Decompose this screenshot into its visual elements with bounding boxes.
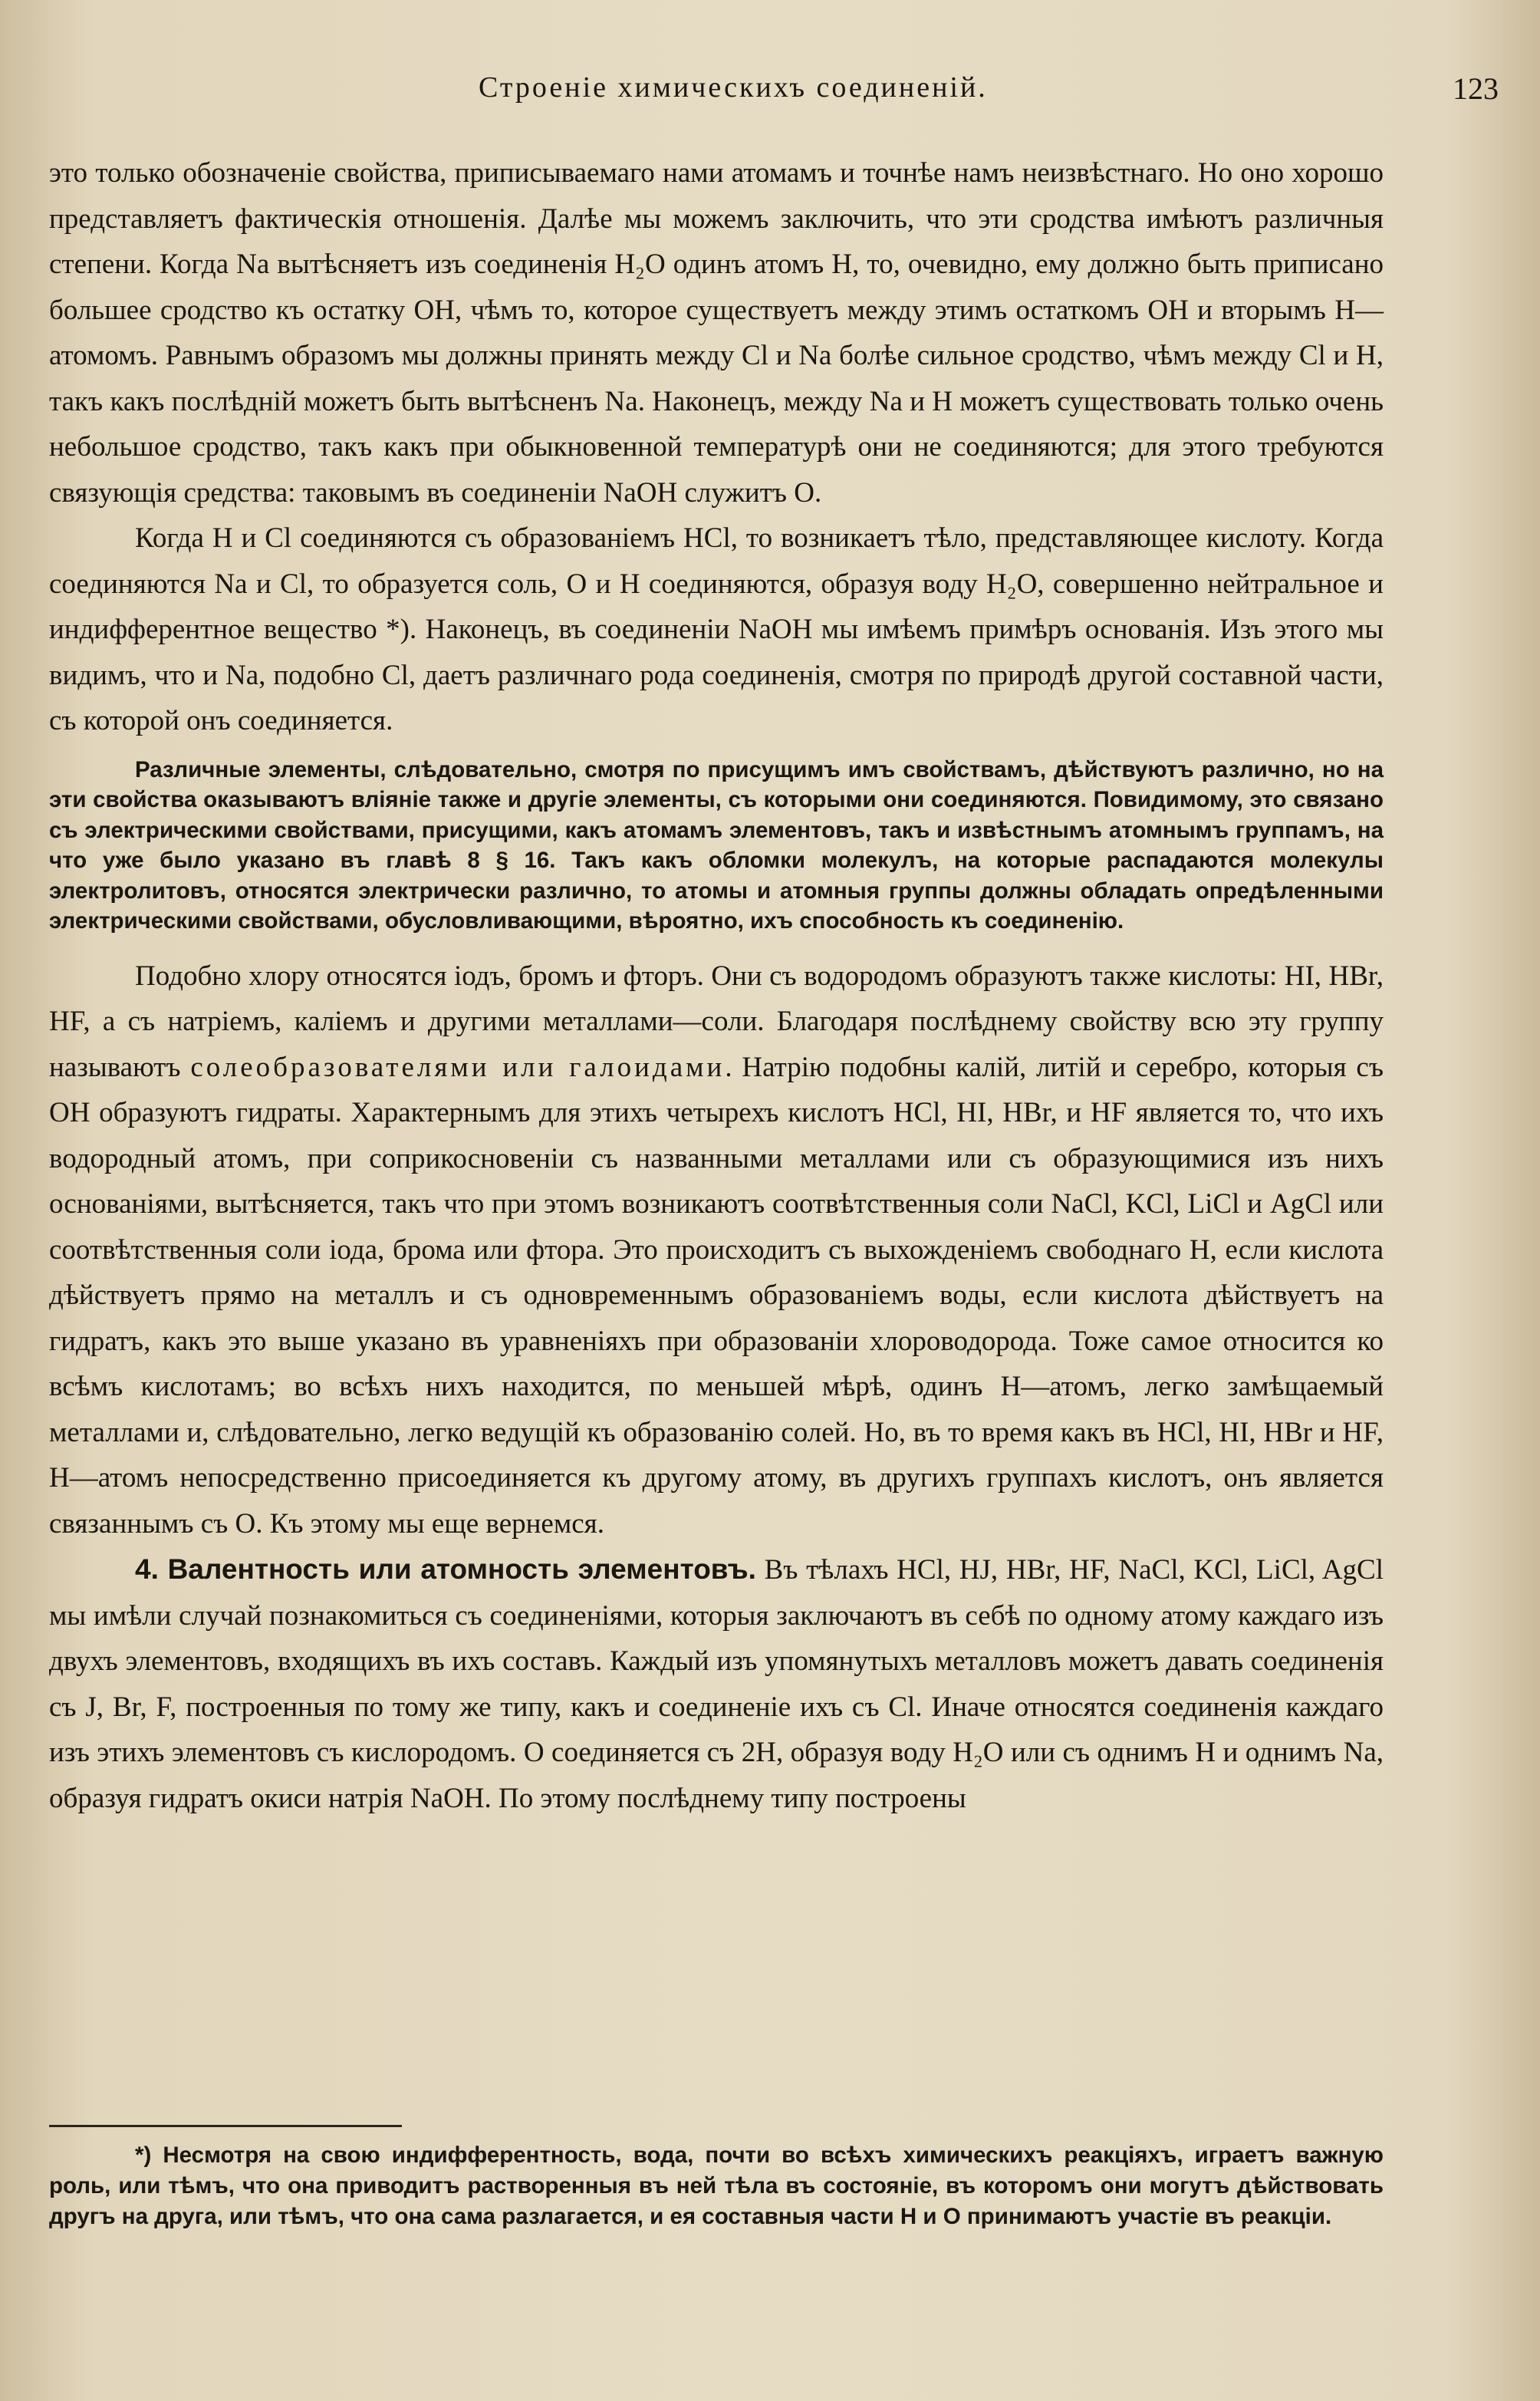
body-text bbox=[49, 150, 1384, 1821]
page-number: 123 bbox=[1453, 71, 1499, 106]
paragraph-4 bbox=[49, 953, 1384, 1547]
paragraph-4-text-b: . Натрію подобны калій, литій и серебро, которыя съ OH образуютъ гидраты. Характернымъ для этихъ четырехъ кислотъ HCl, HI, HBr, и HF является то, что ихъ водородный атомъ, при соприкосновеніи съ названными металлами или съ образующимися изъ нихъ основаніями, вытѣсняется, такъ что при этомъ возникаютъ соотвѣтственныя соли NaCl, KCl, LiCl и AgCl или соотвѣтственныя соли іода, брома или фтора. Это происходитъ съ выхожденіемъ свободнаго H, если кислота дѣйствуетъ прямо на металлъ и съ одновременнымъ образованіемъ воды, если кислота дѣйствуетъ на гидратъ, какъ это выше указано въ уравненіяхъ при образованіи хлороводорода. Тоже самое относится ко всѣмъ кислотамъ; во всѣхъ нихъ находится, по меньшей мѣрѣ, одинъ H—атомъ, легко замѣщаемый металлами и, слѣдовательно, легко ведущій къ образованію солей. Но, въ то время какъ въ HCl, HI, HBr и HF, H—атомъ непосредственно присоединяется къ другому атому, въ другихъ группахъ кислотъ, онъ является связаннымъ съ O. Къ этому мы еще вернемся. bbox=[49, 1051, 1384, 1540]
paragraph-2: Когда H и Cl соединяются съ образованіемъ HCl, то возникаетъ тѣло, представляющее кислоту. Когда соединяются Na и Cl, то образуется соль, O и H соединяются, образуя воду H₂O, совершенно нейтральное и индифферентное вещество *). Наконецъ, въ соединеніи NaOH мы имѣемъ примѣръ основанія. Изъ этого мы видимъ, что и Na, подобно Cl, даетъ различнаго рода соединенія, смотря по природѣ другой составной части, съ которой онъ соединяется. bbox=[49, 522, 1384, 736]
paragraph-1: это только обозначеніе свойства, приписываемаго нами атомамъ и точнѣе намъ неизвѣстнаго. Но оно хорошо представляетъ фактическія отношенія. Далѣе мы можемъ заключить, что эти сродства имѣютъ различныя степени. Когда Na вытѣсняетъ изъ соединенія H₂O одинъ атомъ H, то, очевидно, ему должно быть приписано большее сродство къ остатку OH, чѣмъ то, которое существуетъ между этимъ остаткомъ OH и вторымъ H—атомомъ. Равнымъ образомъ мы должны принять между Cl и Na болѣе сильное сродство, чѣмъ между Cl и H, такъ какъ послѣдній можетъ быть вытѣсненъ Na. Наконецъ, между Na и H можетъ существовать только очень небольшое сродство, такъ какъ при обыкновенной температурѣ они не соединяются; для этого требуются связующія средства: таковымъ въ соединеніи NaOH служитъ O. bbox=[49, 157, 1384, 509]
paragraph-4-spaced-term: солеобразователями или галоидами bbox=[190, 1051, 726, 1083]
footnote-text: *) Несмотря на свою индифферентность, вода, почти во всѣхъ химическихъ реакціяхъ, играетъ важную роль, или тѣмъ, что она приводитъ растворенныя въ ней тѣла въ состояніе, въ которомъ они могутъ дѣйствовать другъ на друга, или тѣмъ, что она сама разлагается, и ея составныя части H и O принимаютъ участіе въ реакціи. bbox=[49, 2142, 1384, 2229]
section-heading: 4. Валентность или атомность элементовъ. bbox=[135, 1553, 756, 1585]
paragraph-4-text-a: Подобно хлору относятся іодъ, бромъ и фторъ. Они съ водородомъ образуютъ также кислоты: HI, HBr, HF, а съ натріемъ, каліемъ и другими металлами—соли. Благодаря послѣднему свойству всю эту группу называютъ bbox=[49, 960, 1384, 1083]
paragraph-5 bbox=[49, 1546, 1384, 1821]
footnote bbox=[49, 2140, 1384, 2232]
running-title: Строеніе химическихъ соединеній. bbox=[479, 71, 988, 104]
footnote-divider bbox=[49, 2125, 402, 2127]
paragraph-5-text: Въ тѣлахъ HCl, HJ, HBr, HF, NaCl, KCl, LiCl, AgCl мы имѣли случай познакомиться съ соединеніями, которыя заключаютъ въ себѣ по одному атому каждаго изъ двухъ элементовъ, входящихъ въ ихъ составъ. Каждый изъ упомянутыхъ металловъ можетъ давать соединенія съ J, Br, F, построенныя по тому же типу, какъ и соединеніе ихъ съ Cl. Иначе относятся соединенія каждаго изъ этихъ элементовъ съ кислородомъ. O соединяется съ 2H, образуя воду H₂O или съ однимъ H и однимъ Na, образуя гидратъ окиси натрія NaOH. По этому послѣднему типу построены bbox=[49, 1554, 1384, 1814]
page-header bbox=[49, 71, 1499, 117]
paragraph-3-small-print: Различные элементы, слѣдовательно, смотря по присущимъ имъ свойствамъ, дѣйствуютъ различно, но на эти свойства оказываютъ вліяніе также и другіе элементы, съ которыми они соединяются. Повидимому, это связано съ электрическими свойствами, присущими, какъ атомамъ элементовъ, такъ и извѣстнымъ атомнымъ группамъ, на что уже было указано въ главѣ 8 § 16. Такъ какъ обломки молекулъ, на которые распадаются молекулы электролитовъ, относятся электрически различно, то атомы и атомныя группы должны обладать опредѣленными электрическими свойствами, обусловливающими, вѣроятно, ихъ способность къ соединенію. bbox=[49, 756, 1384, 934]
